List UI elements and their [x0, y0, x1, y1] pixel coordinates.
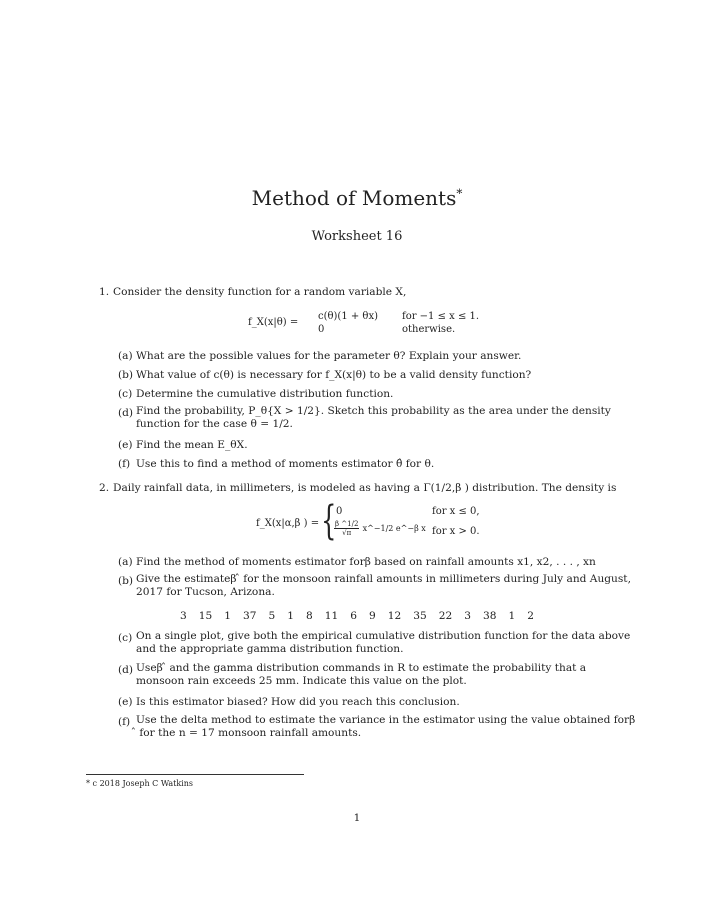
p1-eq-case1-cond: for −1 ≤ x ≤ 1. — [402, 311, 480, 322]
footnote: * c 2018 Joseph C Watkins — [86, 779, 193, 788]
rainfall-value: 2 — [527, 610, 534, 622]
title-footnote-mark: * — [456, 186, 463, 201]
rainfall-data-row — [0, 610, 714, 622]
p1-eq-case1-expr: c(θ)(1 + θx) — [318, 311, 378, 322]
rainfall-value: 15 — [198, 610, 213, 622]
rainfall-value: 37 — [243, 610, 257, 622]
rainfall-value: 35 — [413, 610, 427, 622]
rainfall-value: 22 — [438, 610, 453, 622]
p2-eq-case2-cond: for x > 0. — [432, 526, 480, 537]
document-title: Method of Moments* — [251, 186, 463, 210]
rainfall-value: 3 — [464, 610, 471, 622]
rainfall-value: 8 — [306, 610, 313, 622]
p2-part-b: (b) Give the estimateβ ̂ for the monsoon rainfall amounts in millimeters during July and August, 2017 for Tucson, Arizona. — [118, 573, 631, 598]
page-number: 1 — [353, 812, 361, 824]
p1-eq-case2-cond: otherwise. — [402, 324, 456, 335]
rainfall-value: 6 — [350, 610, 357, 622]
rainfall-value: 1 — [224, 610, 232, 622]
rainfall-value: 3 — [180, 610, 187, 622]
rainfall-value: 38 — [482, 610, 497, 622]
rainfall-value: 12 — [387, 610, 402, 622]
rainfall-value: 1 — [287, 610, 295, 622]
rainfall-value: 9 — [369, 610, 376, 622]
p1-part-d: (d) Find the probability, P_θ{X > 1/2}. Sketch this probability as the area under the density function for the case θ = 1/2. — [118, 405, 611, 430]
p2-eq-case1-expr: 0 — [336, 506, 343, 517]
problem-2-number: 2. — [99, 482, 110, 494]
footnote-rule — [86, 774, 304, 775]
p2-eq-brace: { — [321, 498, 337, 544]
problem-1-number: 1. — [99, 286, 110, 298]
problem-2-intro: Daily rainfall data, in millimeters, is modeled as having a Γ(1/2,β ) distribution. The density is — [113, 482, 617, 494]
p2-eq-lhs: f_X(x|α,β ) = — [256, 518, 320, 529]
rainfall-value: 11 — [324, 610, 339, 622]
p2-eq-case2-expr: $\frac{\beta \^{}1/2}{√\pi}$ x^−1/2 e^−β x — [335, 520, 426, 537]
document-subtitle: Worksheet 16 — [311, 229, 403, 244]
document-page: Method of Moments* Worksheet 16 1. Consider the density function for a random variable X, f_X(x|θ) = c(θ)(1 + θx) for −1 ≤ x ≤ 1. 0 otherwise. (a) What are the possible values for the parameter θ? Explain your answer. (b) What value of c(θ) is necessary for f_X(x|θ) to be a valid density function? (c) Determine the cumulative distribution function. (d) Find the probability, P_θ{X > 1/2}. Sketch this probability as the area under the density function for the case θ = 1/2. (e) Find the mean E_θX. (f) Use this to find a method of moments estimator θ̂ for θ. 2. Daily rainfall data, in millimeters, is modeled as having a Γ(1/2,β ) distribution. The density is f_X(x|α,β ) = { 0 for x ≤ 0, $\frac{\beta \^{}1/2}{√\pi}$ x^−1/2 e^−β x for x > 0. (a) Find the method of moments estimator forβ based on rainfall amounts x1, x2, . . . , xn (b) Give the estimateβ ̂ for the monsoon rainfall amounts in millimeters during July and August, 2017 for Tucson, Arizona. 3 15 1 37 5 1 8 11 6 9 12 35 22 3 38 1 2 (c) On a single plot, give both the empirical cumulative distribution function for the data above and the appropriate gamma distribution function. (d) Useβ ̂ and the gamma distribution commands in R to estimate the probability that a monsoon rain exceeds 25 mm. Indicate this value on the plot. (e) Is this estimator biased? How did you reach this conclusion. (f) Use the delta method to estimate the variance in the estimator using the value obtained forβ ̂ for the n = 17 monsoon rainfall amounts. * c 2018 Joseph C Watkins 1 — [0, 0, 714, 918]
problem-1-intro: Consider the density function for a random variable X, — [113, 286, 407, 298]
p1-eq-lhs: f_X(x|θ) = — [248, 317, 299, 328]
p2-eq-case1-cond: for x ≤ 0, — [432, 506, 480, 517]
p2-part-c: (c) On a single plot, give both the empirical cumulative distribution function for the data above and the appropriate gamma distribution function. — [118, 630, 631, 655]
p2-part-f: (f) Use the delta method to estimate the variance in the estimator using the value obtained forβ ̂ for the n = 17 monsoon rainfall amounts. — [118, 714, 636, 739]
rainfall-value: 5 — [268, 610, 276, 622]
rainfall-value: 1 — [508, 610, 516, 622]
p2-eq-fraction: $\frac{\beta \^{}1/2}{√\pi}$ — [335, 520, 359, 537]
p1-eq-case2-expr: 0 — [318, 324, 325, 335]
p2-part-d: (d) Useβ ̂ and the gamma distribution commands in R to estimate the probability that a monsoon rain exceeds 25 mm. Indicate this value on the plot. — [118, 662, 587, 687]
